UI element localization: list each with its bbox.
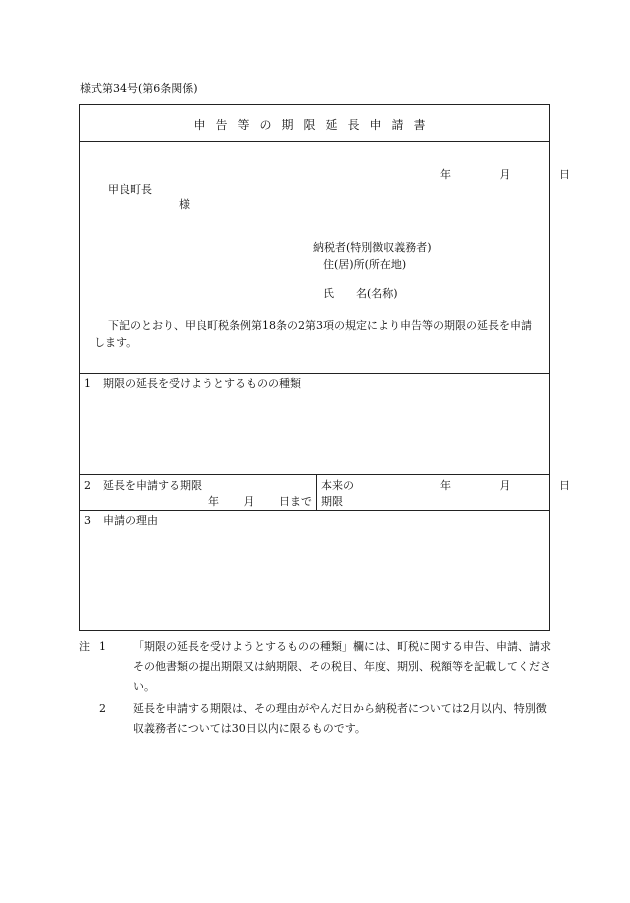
application-form-frame (79, 104, 570, 631)
requested-month-label: 月 (243, 495, 255, 508)
note-item-2 (79, 699, 551, 739)
section2-heading (84, 479, 202, 494)
notes-lead: 注 (79, 640, 90, 653)
section2-label: 延長を申請する期限 (103, 479, 202, 492)
section2-divider (80, 474, 549, 475)
original-deadline-date (440, 479, 570, 494)
section1-label: 期限の延長を受けようとするものの種類 (103, 377, 301, 390)
form-title: 申告等の期限延長申請書 (193, 118, 436, 132)
note-number: 2 (99, 702, 106, 715)
original-deadline-label-2: 期限 (321, 495, 343, 508)
note-text: 「期限の延長を受けようとするものの種類」欄には、町税に関する申告、申請、請求その他書類の提出期限又は納期限、その税目、年度、期別、税額等を記載してください。 (133, 640, 551, 693)
section1-divider (80, 373, 549, 374)
applicant-address-label: 住(居)所(所在地) (323, 258, 407, 271)
section3-label: 申請の理由 (103, 514, 158, 527)
requested-year-label: 年 (208, 495, 219, 508)
section2-number: 2 (84, 479, 91, 492)
requested-deadline-date (208, 495, 312, 510)
form-notes (79, 637, 551, 739)
date-month-label: 月 (499, 168, 511, 181)
date-year-label: 年 (440, 168, 451, 181)
application-date (440, 168, 570, 183)
section1-number: 1 (84, 377, 91, 390)
applicant-role-label: 納税者(特別徴収義務者) (313, 241, 432, 254)
original-month-label: 月 (499, 479, 511, 492)
request-statement: 下記のとおり、甲良町税条例第18条の2第3項の規定により申告等の期限の延長を申請します。 (94, 319, 532, 349)
section3-divider (80, 510, 549, 511)
original-year-label: 年 (440, 479, 451, 492)
original-day-label: 日 (559, 479, 570, 492)
section2-column-divider (316, 474, 317, 510)
date-day-label: 日 (559, 168, 570, 181)
section3-number: 3 (84, 514, 91, 527)
title-divider (80, 141, 549, 142)
original-deadline-label-1: 本来の (321, 479, 354, 492)
addressee-name: 甲良町長 (108, 183, 152, 196)
note-text: 延長を申請する期限は、その理由がやんだ日から納税者については2月以内、特別徴収義務者については30日以内に限るものです。 (133, 702, 547, 735)
note-number: 1 (99, 640, 106, 653)
form-number: 様式第34号(第6条関係) (80, 82, 198, 95)
requested-day-label: 日まで (279, 495, 312, 508)
addressee-honorific: 様 (179, 198, 190, 211)
section3-heading (84, 514, 158, 529)
note-item-1 (79, 637, 551, 697)
section1-heading (84, 377, 301, 392)
applicant-name-label: 氏 名(名称) (323, 287, 398, 300)
